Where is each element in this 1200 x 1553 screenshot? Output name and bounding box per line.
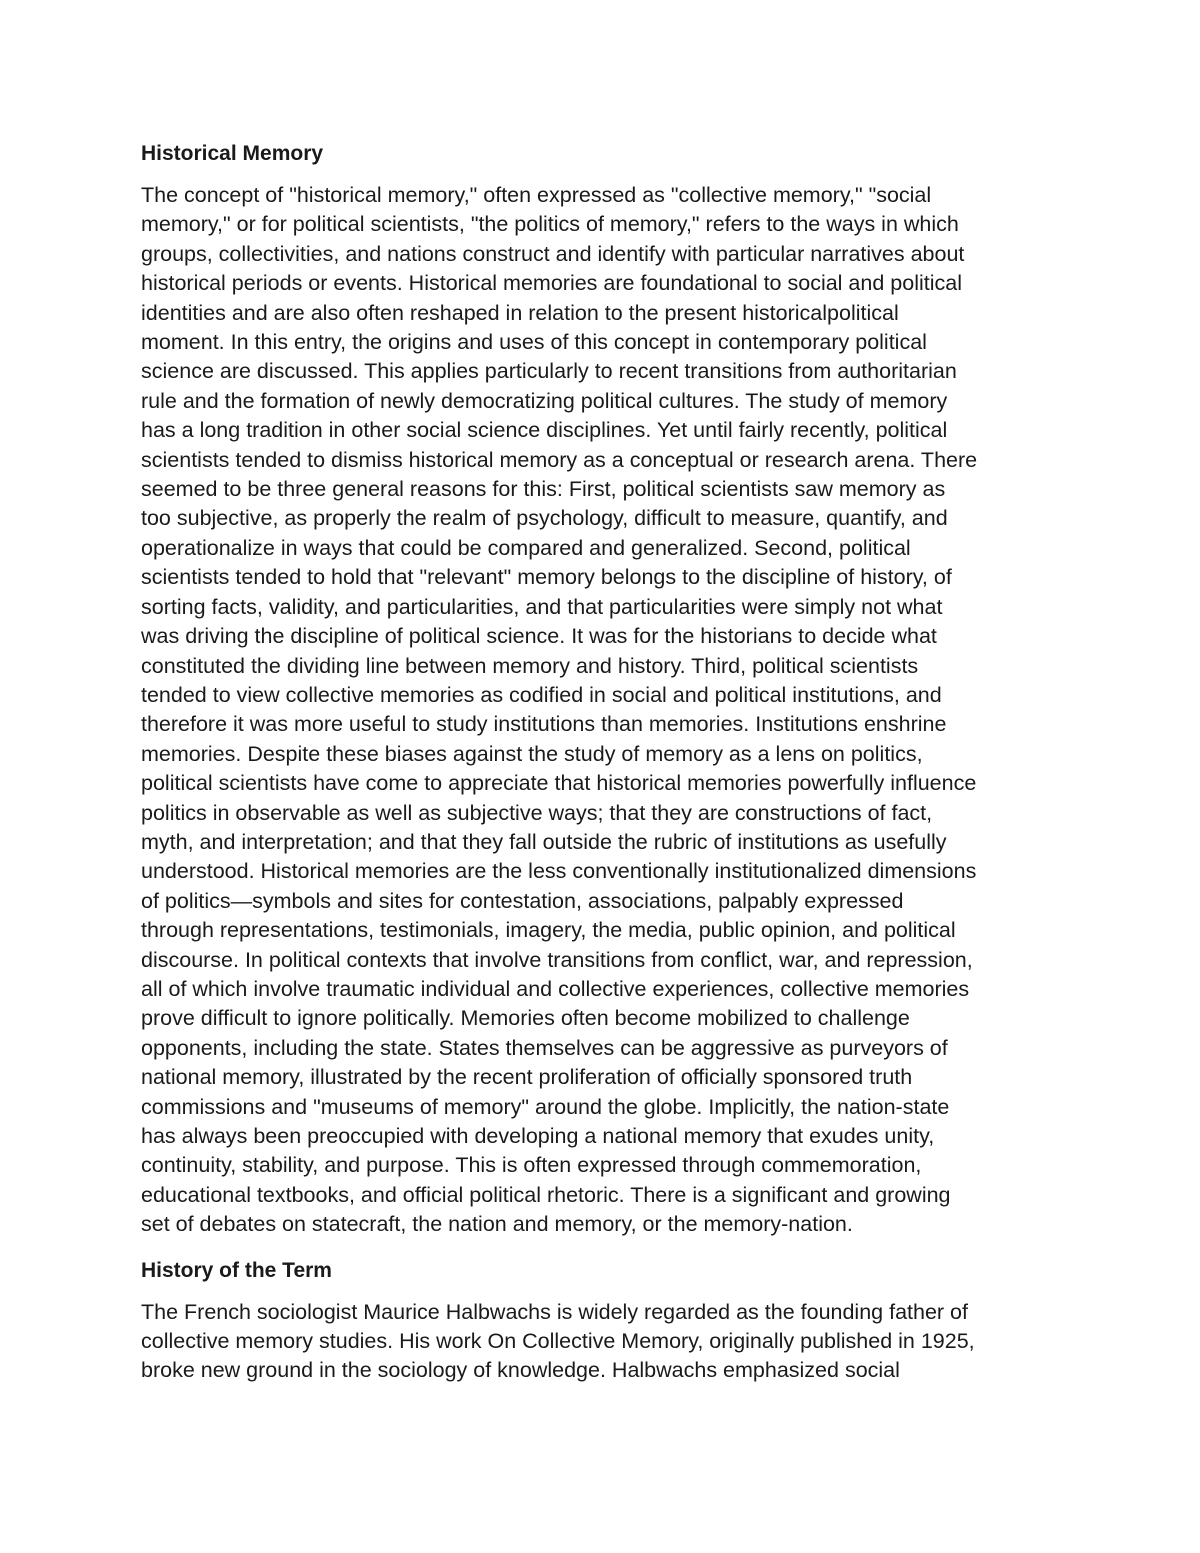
text-line: tended to view collective memories as codified in social and political institutions, and <box>141 682 942 707</box>
text-line: collective memory studies. His work On Collective Memory, originally published in 1925, <box>141 1329 975 1354</box>
text-line: myth, and interpretation; and that they fall outside the rubric of institutions as usefully <box>141 829 947 854</box>
text-line: politics in observable as well as subjective ways; that they are constructions of fact, <box>141 800 933 825</box>
text-line: all of which involve traumatic individual and collective experiences, collective memories <box>141 976 970 1001</box>
text-line: was driving the discipline of political science. It was for the historians to decide what <box>141 624 937 649</box>
text-line: historical periods or events. Historical memories are foundational to social and political <box>141 271 962 296</box>
text-line: rule and the formation of newly democratizing political cultures. The study of memory <box>141 388 948 413</box>
section-heading-history-of-the-term: History of the Term <box>141 1258 332 1282</box>
text-line: scientists tended to hold that "relevant" memory belongs to the discipline of history, of <box>141 565 952 590</box>
text-line: discourse. In political contexts that involve transitions from conflict, war, and repression, <box>141 947 973 972</box>
text-line: therefore it was more useful to study institutions than memories. Institutions enshrine <box>141 712 947 737</box>
text-line: identities and are also often reshaped in relation to the present historicalpolitical <box>141 300 899 325</box>
text-line: sorting facts, validity, and particularities, and that particularities were simply not what <box>141 594 943 619</box>
text-line: has a long tradition in other social science disciplines. Yet until fairly recently, political <box>141 418 948 443</box>
text-line: seemed to be three general reasons for this: First, political scientists saw memory as <box>141 477 946 502</box>
text-line: understood. Historical memories are the less conventionally institutionalized dimensions <box>141 859 977 884</box>
text-line: set of debates on statecraft, the nation and memory, or the memory-nation. <box>141 1212 853 1237</box>
text-line: national memory, illustrated by the recent proliferation of officially sponsored truth <box>141 1065 913 1090</box>
document-page <box>141 139 1066 1386</box>
text-line: memories. Despite these biases against the study of memory as a lens on politics, <box>141 741 923 766</box>
text-line: science are discussed. This applies particularly to recent transitions from authoritarian <box>141 359 957 384</box>
text-line: constituted the dividing line between memory and history. Third, political scientists <box>141 653 919 678</box>
text-line: operationalize in ways that could be compared and generalized. Second, political <box>141 535 911 560</box>
text-line: political scientists have come to appreciate that historical memories powerfully influence <box>141 771 977 796</box>
text-line: through representations, testimonials, imagery, the media, public opinion, and political <box>141 918 956 943</box>
text-line: broke new ground in the sociology of knowledge. Halbwachs emphasized social <box>141 1358 900 1383</box>
text-line: too subjective, as properly the realm of psychology, difficult to measure, quantify, and <box>141 506 948 531</box>
paragraph-historical-memory <box>141 181 1066 1240</box>
text-line: The French sociologist Maurice Halbwachs is widely regarded as the founding father of <box>141 1299 968 1324</box>
text-line: scientists tended to dismiss historical memory as a conceptual or research arena. There <box>141 447 978 472</box>
text-line: moment. In this entry, the origins and uses of this concept in contemporary political <box>141 330 927 355</box>
text-line: of politics—symbols and sites for contestation, associations, palpably expressed <box>141 888 904 913</box>
paragraph-history-of-the-term <box>141 1298 1066 1386</box>
text-line: memory," or for political scientists, "the politics of memory," refers to the ways in which <box>141 212 959 237</box>
text-line: continuity, stability, and purpose. This is often expressed through commemoration, <box>141 1153 922 1178</box>
text-line: groups, collectivities, and nations construct and identify with particular narratives about <box>141 241 965 266</box>
text-line: opponents, including the state. States themselves can be aggressive as purveyors of <box>141 1035 948 1060</box>
text-line: prove difficult to ignore politically. Memories often become mobilized to challenge <box>141 1006 910 1031</box>
text-line: educational textbooks, and official political rhetoric. There is a significant and growing <box>141 1182 951 1207</box>
section-heading-historical-memory: Historical Memory <box>141 142 324 165</box>
text-line: commissions and "museums of memory" around the globe. Implicitly, the nation-state <box>141 1094 950 1119</box>
text-line: The concept of "historical memory," often expressed as "collective memory," "social <box>141 183 932 207</box>
text-line: has always been preoccupied with developing a national memory that exudes unity, <box>141 1124 935 1148</box>
